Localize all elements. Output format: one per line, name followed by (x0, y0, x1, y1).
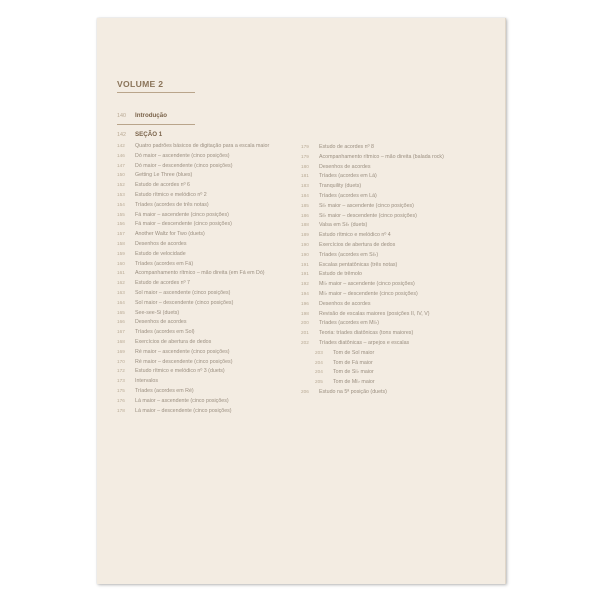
toc-entry (117, 337, 269, 347)
toc-page-number: 202 (301, 339, 309, 345)
toc-entry-label: Desenhos de acordes (319, 300, 371, 307)
toc-page-number: 152 (117, 182, 125, 188)
toc-entry-label: Acompanhamento rítmico – mão direita (em Fá em Dó) (135, 270, 265, 277)
toc-page-number: 200 (301, 320, 309, 326)
toc-entry (117, 268, 269, 278)
toc-page-number: 190 (301, 251, 309, 257)
toc-entry-label: Estudo rítmico e melódico nº 3 (duets) (135, 368, 225, 375)
toc-page-number: 170 (117, 358, 125, 364)
section-heading (117, 131, 162, 138)
toc-page-number: 160 (117, 260, 125, 266)
toc-entry (117, 406, 269, 416)
toc-entry-label: Ré maior – ascendente (cinco posições) (135, 348, 230, 355)
toc-page-number: 167 (117, 329, 125, 335)
toc-page-number: 172 (117, 368, 125, 374)
section-divider (117, 124, 195, 125)
toc-entry (301, 299, 444, 309)
toc-entry (117, 249, 269, 259)
toc-entry-label: Exercícios de abertura de dedos (135, 338, 212, 345)
toc-entry-label: Getting Le Three (blues) (135, 172, 193, 179)
toc-entry (117, 288, 269, 298)
toc-entry (117, 229, 269, 239)
toc-page-number: 192 (301, 281, 309, 287)
toc-entry (301, 211, 444, 221)
toc-page-number: 204 (315, 369, 323, 375)
toc-entry-label: Estudo na 5ª posição (duets) (319, 388, 387, 395)
toc-page-number: 179 (301, 153, 309, 159)
toc-entry (301, 309, 444, 319)
toc-entry (301, 240, 444, 250)
toc-entry (301, 289, 444, 299)
toc-page-number: 168 (117, 338, 125, 344)
toc-entry-label: Acompanhamento rítmico – mão direita (balada rock) (319, 153, 444, 160)
toc-entry (117, 317, 269, 327)
toc-page-number: 204 (315, 359, 323, 365)
toc-entry (301, 142, 444, 152)
toc-page-number: 166 (117, 319, 125, 325)
toc-entry (301, 230, 444, 240)
toc-page-number: 179 (301, 144, 309, 149)
toc-entry (301, 279, 444, 289)
intro-label: Introdução (135, 112, 167, 119)
toc-entry (301, 162, 444, 172)
toc-page-number: 155 (117, 211, 125, 217)
toc-entry-label: See-see-Si (duets) (135, 309, 180, 316)
toc-entry-label: Valsa em Si♭ (duets) (319, 222, 368, 229)
toc-page-number: 165 (117, 309, 125, 315)
toc-entry-label: Sol maior – ascendente (cinco posições) (135, 289, 231, 296)
toc-entry (117, 298, 269, 308)
toc-entry (301, 220, 444, 230)
toc-entry (301, 377, 444, 387)
toc-entry-label: Lá maior – descendente (cinco posições) (135, 407, 232, 414)
toc-entry-label: Exercícios de abertura de dedos (319, 241, 396, 248)
toc-entry (301, 328, 444, 338)
toc-entry (301, 387, 444, 397)
toc-entry-label: Revisão de escalas maiores (posições II, IV, V) (319, 310, 430, 317)
toc-entry (301, 250, 444, 260)
toc-entry (117, 327, 269, 337)
toc-entry-label: Estudo de acordes nº 8 (319, 144, 374, 150)
toc-entry-label: Tríades diatônicas – arpejos e escalas (319, 339, 410, 346)
toc-entry-label: Fá maior – ascendente (cinco posições) (135, 211, 229, 218)
toc-entry (301, 348, 444, 358)
toc-entry-label: Tríades (acordes em Ré) (135, 387, 194, 394)
toc-entry (301, 269, 444, 279)
toc-entry-label: Tom de Fá maior (333, 359, 373, 366)
toc-entry (117, 200, 269, 210)
toc-entry (117, 308, 269, 318)
toc-page-number: 203 (315, 349, 323, 355)
toc-entry-label: Ré maior – descendente (cinco posições) (135, 358, 233, 365)
toc-entry-label: Tom de Mi♭ maior (333, 379, 375, 386)
toc-page-number: 206 (301, 388, 309, 394)
toc-entry-label: Tríades (acordes em Mi♭) (319, 320, 379, 327)
toc-entry (301, 367, 444, 377)
toc-entry (117, 141, 269, 151)
toc-page-number: 162 (117, 280, 125, 286)
toc-entry (117, 219, 269, 229)
book-page (97, 18, 506, 584)
toc-entry (117, 190, 269, 200)
toc-page-number: 158 (117, 240, 125, 246)
toc-page-number: 185 (301, 202, 309, 208)
toc-entry (301, 191, 444, 201)
toc-entry-label: Intervalos (135, 378, 158, 385)
toc-page-number: 169 (117, 348, 125, 354)
toc-entry-label: Teoria: tríades diatônicas (tons maiores) (319, 330, 414, 337)
toc-entry (117, 259, 269, 269)
toc-entry (117, 170, 269, 180)
toc-entry (117, 278, 269, 288)
toc-page-number: 154 (117, 201, 125, 207)
toc-page-number: 184 (301, 192, 309, 198)
toc-page-number: 146 (117, 152, 125, 158)
toc-entry (117, 347, 269, 357)
toc-entry (301, 260, 444, 270)
toc-entry-label: Estudo rítmico e melódico nº 4 (319, 232, 391, 239)
toc-page-number: 173 (117, 378, 125, 384)
toc-entry-label: Tranquility (duets) (319, 183, 362, 190)
toc-entry-label: Dó maior – ascendente (cinco posições) (135, 152, 230, 159)
toc-entry-label: Mi♭ maior – descendente (cinco posições) (319, 290, 418, 297)
toc-entry (117, 151, 269, 161)
toc-page-number: 147 (117, 162, 125, 168)
toc-entry (117, 161, 269, 171)
toc-entry-label: Desenhos de acordes (319, 163, 371, 170)
toc-entry-label: Lá maior – ascendente (cinco posições) (135, 397, 229, 404)
intro-page-number: 140 (117, 113, 126, 119)
toc-entry (117, 396, 269, 406)
intro-entry (117, 112, 167, 119)
title-divider (117, 92, 195, 93)
toc-page-number: 190 (301, 241, 309, 247)
toc-page-number: 183 (301, 183, 309, 189)
toc-page-number: 186 (301, 212, 309, 218)
toc-entry (117, 366, 269, 376)
toc-page-number: 142 (117, 143, 125, 148)
toc-entry-label: Estudo de acordes nº 7 (135, 280, 190, 287)
toc-page-number: 194 (301, 290, 309, 296)
toc-page-number: 198 (301, 310, 309, 316)
toc-entry-label: Tríades (acordes em Sol) (135, 329, 195, 336)
toc-page-number: 205 (315, 379, 323, 385)
toc-entry-label: Sol maior – descendente (cinco posições) (135, 299, 234, 306)
toc-page-number: 176 (117, 397, 125, 403)
toc-entry-label: Tom de Si♭ maior (333, 369, 374, 376)
toc-entry-label: Tríades (acordes em Lá) (319, 173, 377, 180)
toc-entry (301, 181, 444, 191)
toc-page-number: 191 (301, 271, 309, 277)
toc-entry (301, 201, 444, 211)
toc-right-column (301, 142, 444, 397)
toc-page-number: 150 (117, 172, 125, 178)
toc-entry (117, 386, 269, 396)
toc-entry-label: Tríades (acordes em Lá) (319, 192, 377, 199)
toc-entry (301, 152, 444, 162)
toc-entry-label: Estudo de acordes nº 6 (135, 182, 190, 189)
toc-page-number: 178 (117, 407, 125, 413)
toc-entry-label: Si♭ maior – descendente (cinco posições) (319, 212, 417, 219)
toc-page-number: 189 (301, 232, 309, 238)
toc-page-number: 161 (117, 270, 125, 276)
toc-entry (117, 357, 269, 367)
toc-entry-label: Mi♭ maior – ascendente (cinco posições) (319, 281, 415, 288)
toc-page-number: 188 (301, 222, 309, 228)
toc-entry (117, 239, 269, 249)
toc-page-number: 164 (117, 299, 125, 305)
toc-entry (301, 318, 444, 328)
toc-page-number: 191 (301, 261, 309, 267)
toc-entry-label: Another Waltz for Two (duets) (135, 231, 205, 238)
toc-entry (117, 210, 269, 220)
toc-page-number: 180 (301, 163, 309, 169)
toc-entry-label: Tríades (acordes em Si♭) (319, 251, 379, 258)
toc-entry (301, 338, 444, 348)
toc-page-number: 181 (301, 173, 309, 179)
toc-entry-label: Escalas pentatônicas (três notas) (319, 261, 398, 268)
section-page-number: 142 (117, 132, 126, 138)
toc-entry (301, 171, 444, 181)
toc-entry-label: Si♭ maior – ascendente (cinco posições) (319, 202, 414, 209)
toc-page-number: 157 (117, 231, 125, 237)
toc-entry-label: Tom de Sol maior (333, 349, 375, 356)
toc-entry (117, 376, 269, 386)
toc-entry-label: Estudo rítmico e melódico nº 2 (135, 191, 207, 198)
toc-page-number: 201 (301, 330, 309, 336)
toc-page-number: 156 (117, 221, 125, 227)
toc-entry-label: Desenhos de acordes (135, 240, 187, 247)
section-label: SEÇÃO 1 (135, 131, 163, 138)
toc-entry-label: Tríades (acordes em Fá) (135, 260, 194, 267)
toc-page-number: 159 (117, 250, 125, 256)
toc-entry-label: Quatro padrões básicos de digitação para a escala maior (135, 143, 270, 149)
toc-entry-label: Dó maior – descendente (cinco posições) (135, 162, 233, 169)
toc-entry-label: Estudo de trêmolo (319, 271, 362, 278)
toc-page-number: 196 (301, 300, 309, 306)
toc-entry-label: Tríades (acordes de três notas) (135, 201, 209, 208)
volume-title: VOLUME 2 (117, 79, 164, 89)
toc-entry-label: Estudo de velocidade (135, 250, 186, 257)
toc-page-number: 175 (117, 387, 125, 393)
toc-entry (117, 180, 269, 190)
toc-entry-label: Fá maior – descendente (cinco posições) (135, 221, 232, 228)
toc-page-number: 153 (117, 191, 125, 197)
toc-entry-label: Desenhos de acordes (135, 319, 187, 326)
toc-page-number: 163 (117, 289, 125, 295)
toc-left-column (117, 141, 269, 415)
toc-entry (301, 358, 444, 368)
